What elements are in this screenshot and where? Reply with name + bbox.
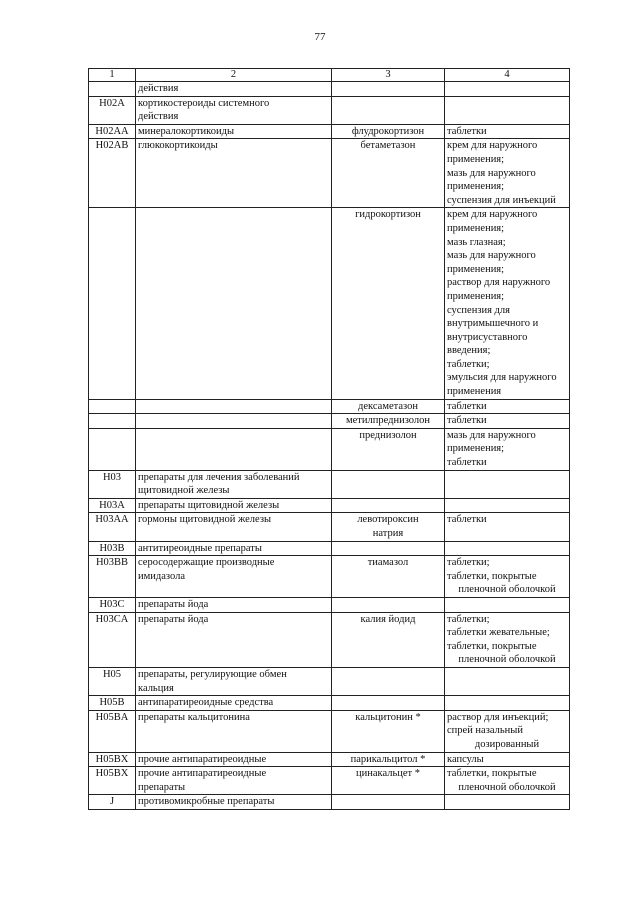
substance-line: дексаметазон (358, 400, 418, 412)
dosage-form-cell (445, 710, 570, 752)
substance-cell (332, 470, 445, 498)
dosage-form-line: мазь для наружного (447, 167, 536, 179)
group-name-line: серосодержащие производные (138, 557, 275, 569)
dosage-form-line: мазь глазная; (447, 236, 506, 248)
group-name-cell (136, 428, 332, 470)
group-name-line: антитиреоидные препараты (138, 542, 262, 554)
atc-code-cell: H03C (89, 597, 136, 612)
group-name-line: прочие антипаратиреоидные (138, 753, 267, 765)
atc-code-cell: J (89, 795, 136, 810)
dosage-form-line: применения; (447, 290, 505, 302)
substance-line: левотироксин (357, 514, 419, 526)
dosage-form-line: применения; (447, 153, 505, 165)
drug-table (88, 68, 570, 810)
dosage-form-line: применения; (447, 443, 505, 455)
substance-cell (332, 541, 445, 556)
dosage-form-cell (445, 767, 570, 795)
dosage-form-line: таблетки, покрытые (447, 570, 537, 582)
substance-line: тиамазол (367, 557, 409, 569)
substance-cell (332, 139, 445, 208)
group-name-cell (136, 399, 332, 414)
table-row (89, 139, 570, 208)
dosage-form-line: введения; (447, 345, 491, 357)
dosage-form-cell (445, 612, 570, 667)
column-header: 1 (89, 69, 136, 82)
atc-code-cell: H05BX (89, 767, 136, 795)
group-name-line: противомикробные препараты (138, 796, 275, 808)
atc-code-cell: H03AA (89, 513, 136, 541)
dosage-form-cell (445, 667, 570, 695)
dosage-form-cell (445, 470, 570, 498)
group-name-line: щитовидной железы (138, 485, 230, 497)
table-row (89, 414, 570, 429)
substance-cell (332, 513, 445, 541)
table-row (89, 498, 570, 513)
group-name-line: антипаратиреоидные средства (138, 697, 274, 709)
substance-line: метилпреднизолон (345, 415, 431, 427)
group-name-cell (136, 414, 332, 429)
substance-line: кальцитонин * (355, 711, 421, 723)
group-name-line: препараты, регулирующие обмен (138, 668, 287, 680)
table-row (89, 612, 570, 667)
dosage-form-line: крем для наружного (447, 140, 538, 152)
table-row (89, 597, 570, 612)
group-name-cell (136, 767, 332, 795)
group-name-line: препараты (138, 781, 186, 793)
dosage-form-line: таблетки, покрытые (447, 768, 537, 780)
dosage-form-cell (445, 513, 570, 541)
dosage-form-cell (445, 82, 570, 97)
group-name-cell (136, 667, 332, 695)
substance-cell (332, 208, 445, 399)
dosage-form-line: применения; (447, 263, 505, 275)
group-name-line: препараты кальцитонина (138, 711, 250, 723)
table-row (89, 208, 570, 399)
substance-cell (332, 795, 445, 810)
dosage-form-line: таблетки, покрытые (447, 640, 537, 652)
dosage-form-line: мазь для наружного (447, 250, 536, 262)
substance-cell (332, 414, 445, 429)
dosage-form-line: крем для наружного (447, 209, 538, 221)
dosage-form-line: таблетки (447, 415, 487, 427)
group-name-cell (136, 612, 332, 667)
column-header: 4 (445, 69, 570, 82)
dosage-form-cell (445, 414, 570, 429)
atc-code-cell: H03A (89, 498, 136, 513)
dosage-form-line: таблетки (447, 400, 487, 412)
dosage-form-cell (445, 399, 570, 414)
group-name-cell (136, 752, 332, 767)
dosage-form-line: суспензия для инъекций (447, 194, 556, 206)
group-name-line: имидазола (138, 570, 185, 582)
table-row (89, 541, 570, 556)
substance-line: калия йодид (360, 613, 416, 625)
substance-line: гидрокортизон (355, 209, 421, 221)
group-name-cell (136, 597, 332, 612)
dosage-form-line: таблетки; (447, 358, 490, 370)
dosage-form-line: применения; (447, 222, 505, 234)
substance-cell (332, 752, 445, 767)
atc-code-cell (89, 414, 136, 429)
atc-code-cell: H05BX (89, 752, 136, 767)
substance-cell (332, 597, 445, 612)
group-name-line: препараты йода (138, 613, 209, 625)
table-row (89, 124, 570, 139)
dosage-form-cell (445, 752, 570, 767)
table-row (89, 82, 570, 97)
substance-cell (332, 399, 445, 414)
substance-cell (332, 696, 445, 711)
dosage-form-line: таблетки (447, 514, 487, 526)
dosage-form-cell (445, 428, 570, 470)
dosage-form-line: мазь для наружного (447, 429, 536, 441)
dosage-form-line: суспензия для (447, 304, 510, 316)
substance-cell (332, 667, 445, 695)
atc-code-cell (89, 428, 136, 470)
substance-cell (332, 710, 445, 752)
substance-line: флудрокортизон (351, 125, 425, 137)
group-name-cell (136, 498, 332, 513)
group-name-line: препараты йода (138, 598, 209, 610)
group-name-line: глюкокортикоиды (138, 140, 218, 152)
group-name-line: минералокортикоиды (138, 125, 235, 137)
dosage-form-line: дозированный (474, 738, 540, 750)
dosage-form-line: пленочной оболочкой (458, 584, 556, 596)
table-row (89, 513, 570, 541)
dosage-form-cell (445, 541, 570, 556)
column-header: 3 (332, 69, 445, 82)
dosage-form-line: применения (447, 386, 502, 398)
group-name-line: препараты щитовидной железы (138, 499, 280, 511)
table-row (89, 752, 570, 767)
group-name-cell (136, 513, 332, 541)
group-name-cell (136, 96, 332, 124)
substance-line: цинакальцет * (356, 768, 420, 780)
dosage-form-line: таблетки жевательные; (447, 627, 550, 639)
atc-code-cell: H02A (89, 96, 136, 124)
group-name-cell (136, 541, 332, 556)
group-name-cell (136, 208, 332, 399)
table-row (89, 696, 570, 711)
dosage-form-line: таблетки (447, 457, 487, 469)
table-row (89, 556, 570, 598)
substance-line: бетаметазон (360, 140, 416, 152)
dosage-form-line: эмульсия для наружного (447, 372, 557, 384)
group-name-line: прочие антипаратиреоидные (138, 768, 267, 780)
atc-code-cell: H05 (89, 667, 136, 695)
group-name-line: кортикостероиды системного (138, 97, 270, 109)
dosage-form-line: пленочной оболочкой (458, 654, 556, 666)
table-row (89, 96, 570, 124)
dosage-form-cell (445, 795, 570, 810)
dosage-form-line: раствор для наружного (447, 277, 551, 289)
table-row (89, 428, 570, 470)
dosage-form-cell (445, 597, 570, 612)
table-row (89, 667, 570, 695)
dosage-form-cell (445, 696, 570, 711)
dosage-form-line: спрей назальный (447, 725, 523, 737)
group-name-line: препараты для лечения заболеваний (138, 471, 300, 483)
substance-line: преднизолон (359, 429, 417, 441)
substance-cell (332, 82, 445, 97)
substance-cell (332, 428, 445, 470)
dosage-form-line: таблетки (447, 125, 487, 137)
atc-code-cell: H05B (89, 696, 136, 711)
group-name-cell (136, 556, 332, 598)
page-number: 77 (314, 31, 326, 43)
atc-code-cell (89, 82, 136, 97)
dosage-form-cell (445, 124, 570, 139)
atc-code-cell: H03 (89, 470, 136, 498)
atc-code-cell (89, 399, 136, 414)
atc-code-cell: H02AB (89, 139, 136, 208)
group-name-cell (136, 82, 332, 97)
column-header: 2 (136, 69, 332, 82)
dosage-form-line: применения; (447, 181, 505, 193)
group-name-cell (136, 139, 332, 208)
group-name-cell (136, 124, 332, 139)
group-name-cell (136, 470, 332, 498)
substance-cell (332, 612, 445, 667)
substance-line: парикальцитол * (350, 753, 426, 765)
group-name-line: действия (138, 111, 179, 123)
substance-cell (332, 124, 445, 139)
table-row (89, 767, 570, 795)
dosage-form-cell (445, 208, 570, 399)
dosage-form-cell (445, 139, 570, 208)
table-row (89, 710, 570, 752)
atc-code-cell: H03BB (89, 556, 136, 598)
group-name-cell (136, 710, 332, 752)
group-name-cell (136, 795, 332, 810)
atc-code-cell: H02AA (89, 124, 136, 139)
atc-code-cell: H03CA (89, 612, 136, 667)
dosage-form-line: раствор для инъекций; (447, 711, 549, 723)
dosage-form-line: капсулы (447, 753, 484, 765)
substance-cell (332, 556, 445, 598)
atc-code-cell: H03B (89, 541, 136, 556)
atc-code-cell (89, 208, 136, 399)
dosage-form-cell (445, 96, 570, 124)
dosage-form-cell (445, 498, 570, 513)
table-row (89, 399, 570, 414)
substance-cell (332, 96, 445, 124)
substance-cell (332, 498, 445, 513)
table-row (89, 470, 570, 498)
group-name-line: действия (138, 83, 179, 94)
dosage-form-line: внутрисуставного (447, 331, 528, 343)
group-name-line: кальция (138, 682, 174, 694)
group-name-line: гормоны щитовидной железы (138, 514, 272, 526)
dosage-form-line: таблетки; (447, 613, 490, 625)
atc-code-cell: H05BA (89, 710, 136, 752)
table-row (89, 795, 570, 810)
dosage-form-cell (445, 556, 570, 598)
group-name-cell (136, 696, 332, 711)
substance-cell (332, 767, 445, 795)
dosage-form-line: внутримышечного и (447, 318, 539, 330)
dosage-form-line: пленочной оболочкой (458, 781, 556, 793)
table-header-row (89, 69, 570, 82)
substance-line: натрия (372, 528, 404, 539)
dosage-form-line: таблетки; (447, 557, 490, 569)
